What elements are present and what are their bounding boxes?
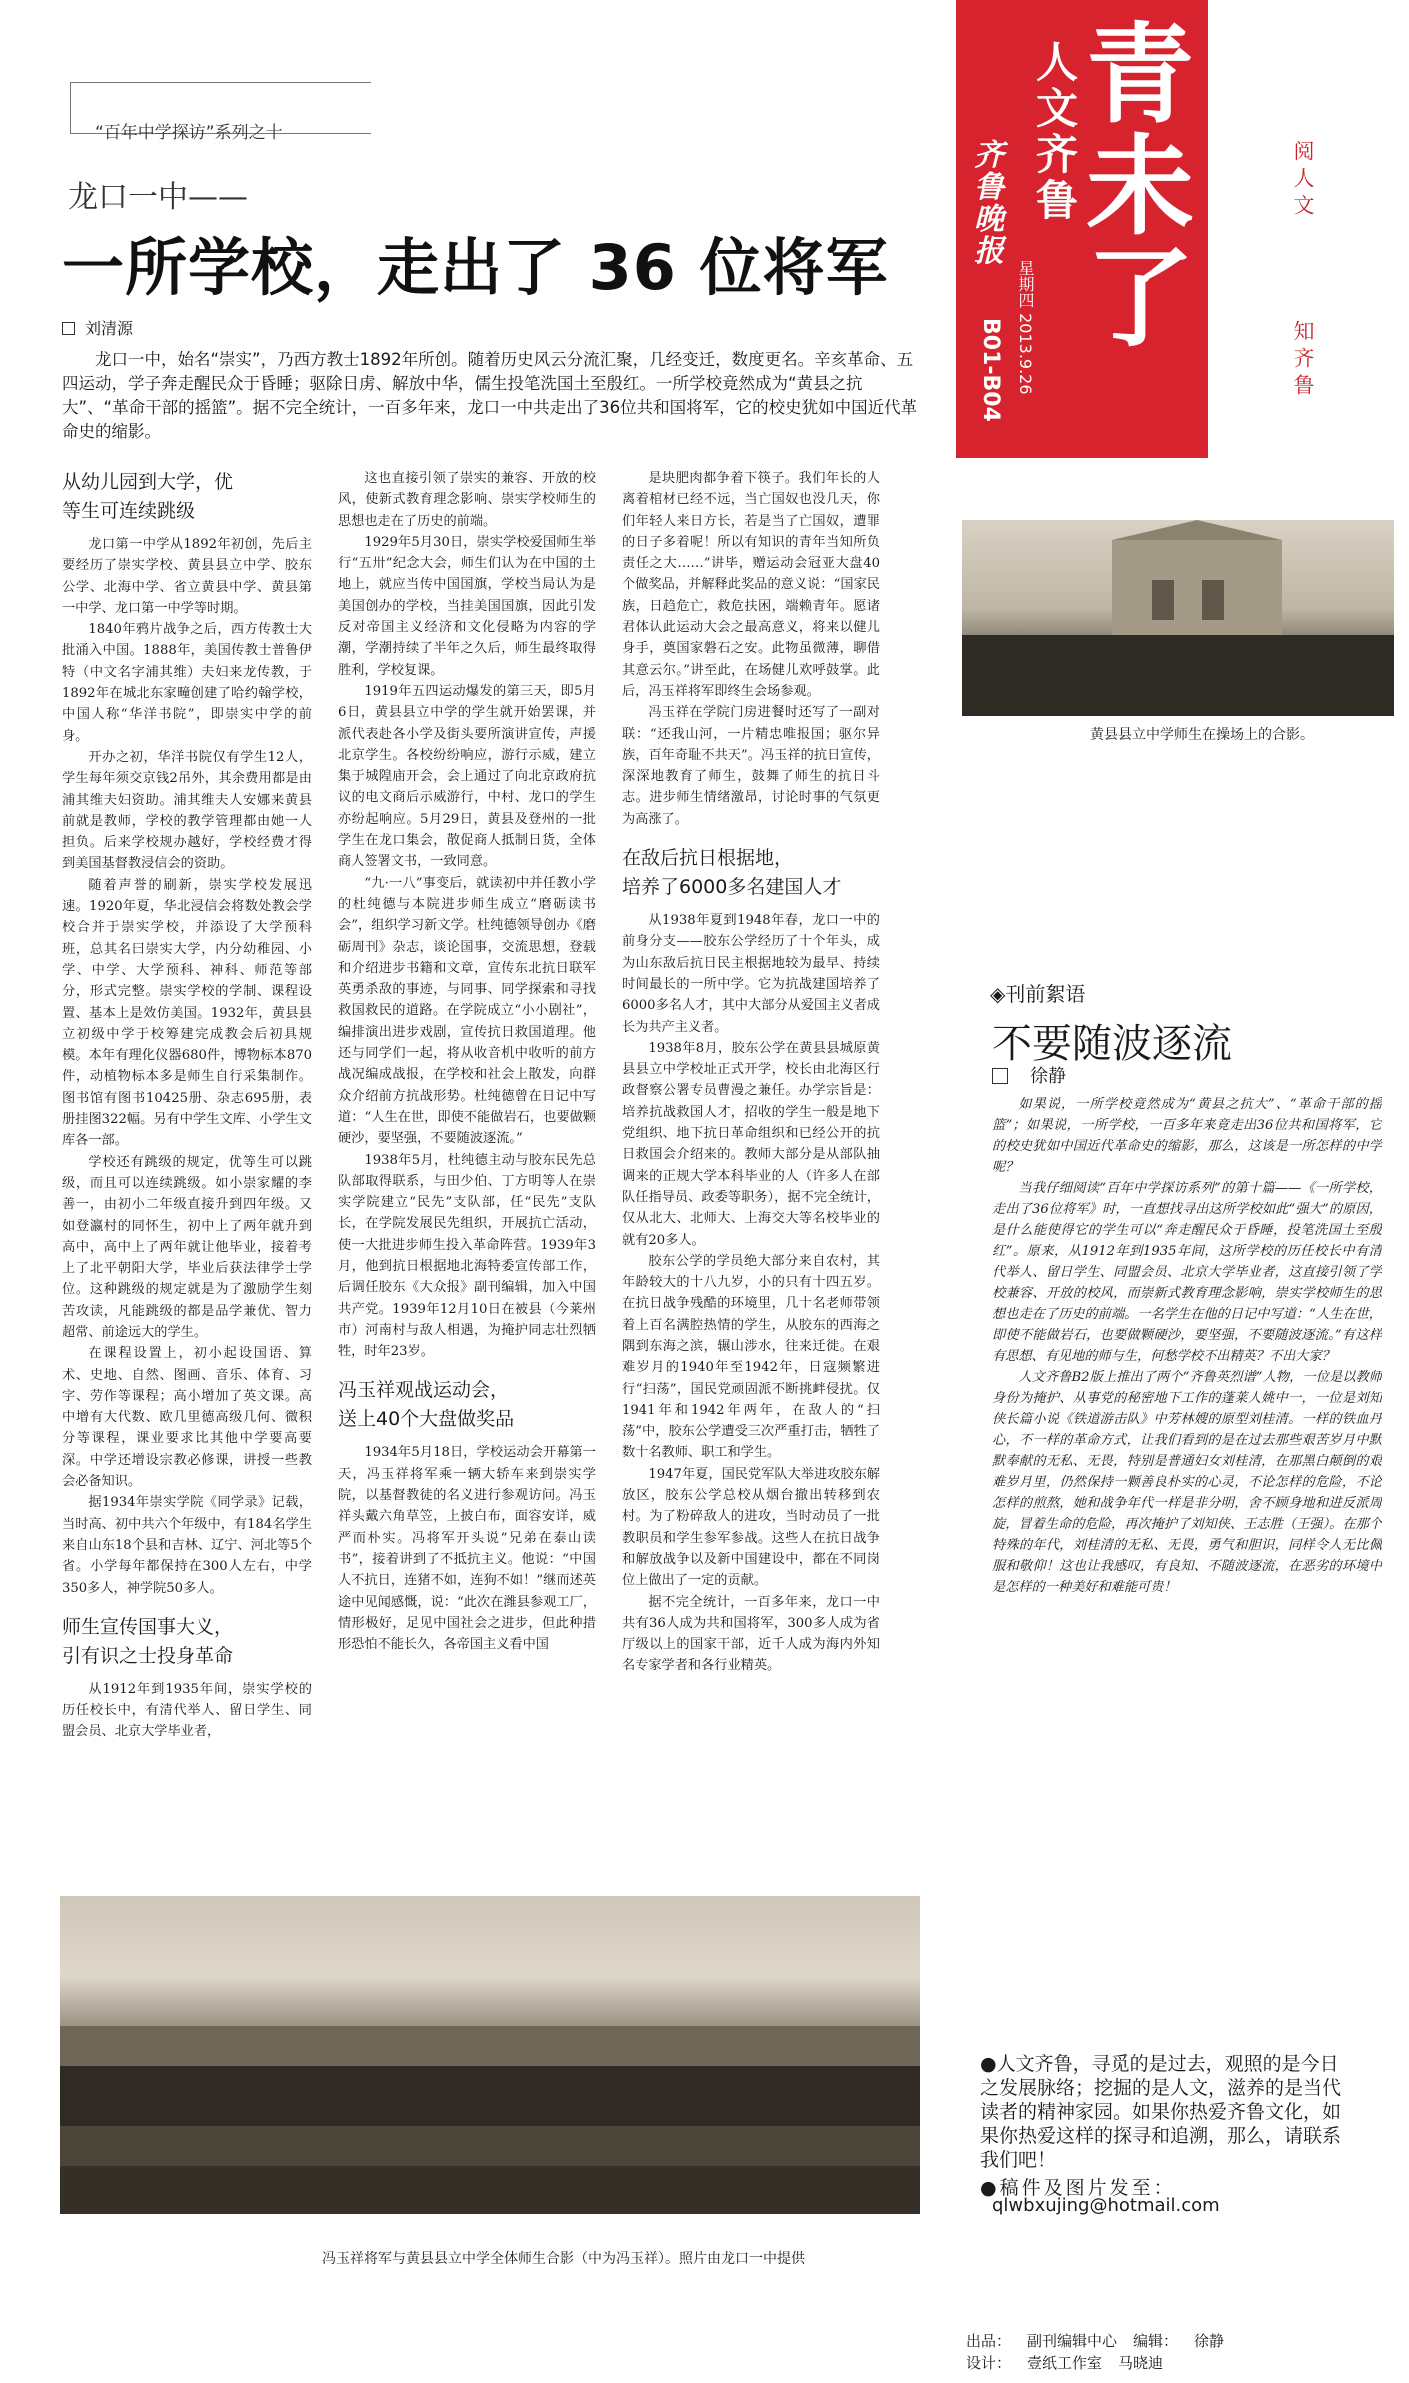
paragraph: 据1934年崇实学院《同学录》记载，当时高、初中共六个年级中，有184名学生来自山东18个县和吉林、辽宁、河北等5个省。小学每年都保持在300人左右，中学350多人，神学院50多人。 (62, 1495, 312, 1596)
page-range: B01-B04 (978, 318, 1003, 422)
school-photo (962, 520, 1394, 716)
article-column-3 (622, 468, 880, 1893)
paragraph: 1934年5月18日，学校运动会开幕第一天，冯玉祥将军乘一辆大轿车来到崇实学院，以基督教徒的名义进行参观访问。冯玉祥头戴六角草笠，上披白布，面容安详，威严而朴实。冯将军开头说“兄弟在泰山读书”，接着讲到了不抵抗主义。他说：“中国人不抗日，连猪不如，连狗不如！”继而述英途中见闻感慨，说：“此次在潍县参观工厂，情形极好，足见中国社会之进步，但此种措形恐怕不能长久，各帝国主义看中国 (338, 1445, 596, 1653)
paragraph: 1919年五四运动爆发的第三天，即5月6日，黄县县立中学的学生就开始罢课，并派代表赴各小学及街头要所演讲宣传，声援北京学生。各校纷纷响应，游行示威，建立集于城隍庙开会，会上通过了向北京政府抗议的电文商后示威游行，中村、龙口的学生亦纷起响应。5月29日，黄县及登州的一批学生在龙口集会，散促商人抵制日货，全体商人签署文书，一致同意。 (338, 683, 596, 870)
issue-date: 星期四 2013.9.26 (1016, 260, 1035, 395)
newspaper-logo: 齐鲁晚报 (974, 138, 1004, 269)
slogan-left: 阅人文 (1291, 140, 1315, 221)
paragraph: 龙口第一中学从1892年初创，先后主要经历了崇实学校、黄县县立中学、胶东公学、北海中学、省立黄县中学、黄县第一中学、龙口第一中学等时期。 (62, 537, 312, 616)
paragraph: 据不完全统计，一百多年来，龙口一中共有36人成为共和国将军，300多人成为省厅级以上的国家干部，近千人成为海内外知名专家学者和各行业精英。 (622, 1594, 880, 1674)
paragraph: 这也直接引领了崇实的兼容、开放的校风，使新式教育理念影响、崇实学校师生的思想也走在了历史的前端。 (338, 471, 596, 529)
section-title: 青未了 (1086, 13, 1195, 362)
byline-square-icon (992, 1068, 1008, 1084)
promo-box (980, 2052, 1352, 2200)
paragraph: 冯玉祥在学院门房进餐时还写了一副对联：“还我山河，一片精忠唯报国；驱尔异族，百年奇耻不共天”。冯玉祥的抗日宣传，深深地教育了师生，鼓舞了师生的抗日斗志。进步师生情绪激昂，讨论时事的气氛更为高涨了。 (622, 705, 880, 827)
opinion-byline: 徐静 (992, 1062, 1066, 1088)
byline-square-icon (62, 322, 75, 335)
photo-caption: 黄县县立中学师生在操场上的合影。 (1090, 727, 1314, 743)
headline-kicker: 龙口一中—— (68, 180, 248, 215)
paragraph: 1840年鸦片战争之后，西方传教士大批涌入中国。1888年，美国传教士普鲁伊特（中文名字浦其维）夫妇来龙传教，于1892年在城北东家疃创建了哈约翰学校，中国人称“华洋书院”，即崇实中学的前身。 (62, 622, 312, 744)
photo-caption: 冯玉祥将军与黄县县立中学全体师生合影（中为冯玉祥）。照片由龙口一中提供 (322, 2251, 805, 2267)
article-column-2 (338, 468, 596, 1893)
author-name: 刘清源 (85, 319, 134, 338)
paragraph: 随着声誉的刷新，崇实学校发展迅速。1920年夏，华北浸信会将数处教会学校合并于崇实学校，并添设了大学预科班，总其名曰崇实大学，内分幼稚园、小学、中学、大学预科、神科、师范等部分，形式完整。崇实学校的学制、课程设置、基本上是效仿美国。1932年，黄县县立初级中学于校筹建完成教会后初具规模。本年有理化仪器680件，博物标本870件，动植物标本多是师生自行采集制作。图书馆有图书10425册、杂志695册，表册挂图322幅。另有中学生文库、小学生文库各一部。 (62, 877, 312, 1149)
paragraph: 胶东公学的学员绝大部分来自农村，其年龄较大的十八九岁，小的只有十四五岁。在抗日战争残酷的环境里，几十名老师带领着上百名满腔热情的学生，从胶东的西海之隅到东海之滨，辗山涉水，往来迁徙。在艰难岁月的1940年至1942年，日寇频繁进行“扫荡”，国民党顽固派不断挑衅侵扰。仅1941年和1942年两年，在敌人的“扫荡”中，胶东公学遭受三次严重打击，牺牲了数十名教师、职工和学生。 (622, 1253, 880, 1461)
opinion-body (992, 1094, 1382, 1854)
section-heading: 从幼儿园到大学，优 等生可连续跳级 (62, 471, 234, 522)
paragraph: 1929年5月30日，崇实学校爱国师生举行“五卅”纪念大会，师生们认为在中国的土地上，就应当传中国国旗，学校当局认为是美国创办的学校，当挂美国国旗，因此引发反对帝国主义经济和文化侵略为内容的学潮，学潮持续了半年之久后，师生最终取得胜利，学校复课。 (338, 534, 596, 678)
paragraph: 1938年8月，胶东公学在黄县县城原黄县县立中学校址正式开学，校长由北海区行政督察公署专员曹漫之兼任。办学宗旨是：培养抗战救国人才，招收的学生一般是地下党组织、地下抗日革命组织和已经公开的抗日救国会介绍来的。教师大部分是从部队抽调来的正规大学本科毕业的人（许多人在部队任指导员、政委等职务），据不完全统计，仅从北大、北师大、上海交大等名校毕业的就有20多人。 (622, 1040, 880, 1248)
paragraph: 从1938年夏到1948年春，龙口一中的前身分支——胶东公学经历了十个年头，成为山东敌后抗日民主根据地较为最早、持续时间最长的一所中学。它为抗战建国培养了6000多名人才，其中大部分从爱国主义者成长为共产主义者。 (622, 913, 880, 1035)
masthead (956, 0, 1208, 458)
article-column-1 (62, 468, 312, 1893)
contact-email[interactable]: qlwbxujing@hotmail.com (992, 2195, 1220, 2216)
paragraph: 开办之初，华洋书院仅有学生12人，学生每年须交京钱2吊外，其余费用都是由浦其维夫妇资助。浦其维夫人安娜来黄县前就是教师，学校的教学管理都由她一人担负。后来学校规办越好，学校经费才得到美国基督教浸信会的资助。 (62, 749, 312, 872)
slogan-right: 知齐鲁 (1291, 320, 1315, 401)
paragraph: 学校还有跳级的规定，优等生可以跳级，而且可以连续跳级。如小崇家耀的李善一，由初小二年级直接升到四年级。又如登瀛村的同怀生，初中上了两年就升到高中，高中上了两年就让他毕业，接着考上了北平朝阳大学，毕业后获法律学士学位。这种跳级的规定就是为了激励学生刻苦攻读，凡能跳级的都是品学兼优、智力超常、前途远大的学生。 (62, 1154, 312, 1340)
article-byline (62, 316, 133, 339)
paragraph: 是块肥肉都争着下筷子。我们年长的人离着棺材已经不远，当亡国奴也没几天，你们年轻人来日方长，若是当了亡国奴，遭罪的日子多着呢！所以有知识的青年当知所负责任之大……”讲毕，赠运动会冠亚大盘40个做奖品，并解释此奖品的意义说：“国家民族，日趋危亡，救危扶困，端赖青年。愿诸君体认此运动大会之最高意义，将来以健儿身手，奠国家磐石之安。此物虽微薄，聊借其意云尔。”讲至此，在场健儿欢呼鼓掌。此后，冯玉祥将军即终生会场参观。 (622, 471, 880, 699)
paragraph: “九·一八”事变后，就读初中并任教小学的杜纯德与本院进步师生成立“磨砺读书会”，组织学习新文学。杜纯德领导创办《磨砺周刊》杂志，谈论国事，交流思想，登载和介绍进步书籍和文章，宣传东北抗日联军英勇杀敌的事迹，与同事、同学探索和寻找救国救民的道路。在学院成立“小小剧社”，编排演出进步戏剧，宣传抗日救国道理。他还与同学们一起，将从收音机中收听的前方战况编成战报，在学校和社会上散发，向群众介绍前方抗战形势。杜纯德曾在日记中写道：“人生在世，即使不能做岩石，也要做颗硬沙，要坚强，不要随波逐流。” (338, 875, 596, 1147)
article-lead: 龙口一中，始名“崇实”，乃西方教士1892年所创。随着历史风云分流汇聚，几经变迁，数度更名。辛亥革命、五四运动，学子奔走醒民众于昏睡；驱除日虏、解放中华，儒生投笔洗国土至殷红。一所学校竟然成为“黄县之抗大”、“革命干部的摇篮”。据不完全统计，一百多年来，龙口一中共走出了36位共和国将军，它的校史犹如中国近代革命史的缩影。 (62, 350, 918, 441)
group-photo (60, 1896, 920, 2214)
opinion-title: 不要随波逐流 (992, 1021, 1232, 1067)
paragraph: 当我仔细阅读“百年中学探访系列”的第十篇——《一所学校，走出了36位将军》时，一直想找寻出这所学校如此“强大”的原因，是什么能使得它的学生可以“奔走醒民众于昏睡，投笔洗国土至殷红”。原来，从1912年到1935年间，这所学校的历任校长中有清代举人、留日学生、同盟会员、北京大学毕业者，这直接引领了学校兼容、开放的校风，而崇新式教育理念影响，崇实学校师生的思想也走在了历史的前端。一名学生在他的日记中写道：“人生在世，即使不能做岩石，也要做颗硬沙，要坚强，不要随波逐流。”有这样有思想、有见地的师与生，何愁学校不出精英？不出大家？ (992, 1181, 1382, 1364)
paragraph: 从1912年到1935年间，崇实学校的历任校长中，有清代举人、留日学生、同盟会员、北京大学毕业者， (62, 1681, 312, 1740)
section-subtitle: 人文齐鲁 (1036, 38, 1079, 225)
section-heading: 在敌后抗日根据地， 培养了6000多名建国人才 (622, 847, 842, 899)
paragraph: 人文齐鲁B2版上推出了两个“齐鲁英烈谱”人物，一位是以教师身份为掩护、从事党的秘密地下工作的蓬莱人姚中一，一位是刘知侠长篇小说《铁道游击队》中芳林嫂的原型刘桂清。一样的铁血丹心，不一样的革命方式，让我们看到的是在过去那些艰苦岁月中默默奉献的无私、无畏，特别是普通妇女刘桂清，在那黑白颠倒的艰难岁月里，仍然保持一颗善良朴实的心灵，不论怎样的危险，不论怎样的煎熬，她和战争年代一样是非分明，舍不顾身地和进反派周旋，冒着生命的危险，再次掩护了刘知侠、王志胜（王强）。在那个特殊的年代，刘桂清的无私、无畏，勇气和胆识，同样令人无比佩服和敬仰！这也让我感叹，有良知、不随波逐流，在恶劣的环境中是怎样的一种美好和难能可贵！ (992, 1370, 1382, 1595)
paragraph: 1938年5月，杜纯德主动与胶东民先总队部取得联系，与田少伯、丁方明等人在崇实学院建立“民先”支队部，任“民先”支队长，在学院发展民先组织，开展抗亡活动，使一大批进步师生投入革命阵营。1939年3月，他到抗日根据地北海特委宣传部工作，后调任胶东《大众报》副刊编辑，加入中国共产党。1939年12月10日在被县（今莱州市）河南村与敌人相遇，为掩护同志壮烈牺牲，时年23岁。 (338, 1152, 596, 1360)
promo-submit: ●稿件及图片发至： (980, 2177, 1176, 2199)
promo-text: ●人文齐鲁，寻觅的是过去，观照的是今日之发展脉络；挖掘的是人文，滋养的是当代读者的精神家园。如果你热爱齐鲁文化，如果你热爱这样的探寻和追溯，那么，请联系我们吧！ (980, 2053, 1342, 2171)
paragraph: 如果说，一所学校竟然成为“黄县之抗大”、“革命干部的摇篮”；如果说，一所学校，一百多年来竟走出36位共和国将军，它的校史犹如中国近代革命史的缩影，那么，这该是一所怎样的中学呢？ (992, 1097, 1382, 1175)
page-credits: 出品： 副刊编辑中心 编辑： 徐静 设计： 壹纸工作室 马晓迪 (966, 2332, 1225, 2372)
section-heading: 师生宣传国事大义， 引有识之士投身革命 (62, 1615, 234, 1667)
section-heading: 冯玉祥观战运动会， 送上40个大盘做奖品 (338, 1379, 515, 1431)
series-label: “百年中学探访”系列之十 (95, 123, 283, 143)
paragraph: 1947年夏，国民党军队大举进攻胶东解放区，胶东公学总校从烟台撤出转移到农村。为了粉碎敌人的进攻，当时动员了一批教职员和学生参军参战。这些人在抗日战争和解放战争以及新中国建设中，都在不同岗位上做出了一定的贡献。 (622, 1466, 880, 1589)
page-title: 一所学校，走出了 36 位将军 (62, 231, 889, 304)
paragraph: 在课程设置上，初小起设国语、算术、史地、自然、图画、音乐、体育、习字、劳作等课程；高小增加了英文课。高中增有大代数、欧几里德高级几何、微积分等课程，课业要求比其他中学要高要深。中学还增设宗教必修课，讲授一些教会必备知识。 (62, 1346, 312, 1490)
opinion-tag: ◈刊前絮语 (990, 982, 1086, 1006)
